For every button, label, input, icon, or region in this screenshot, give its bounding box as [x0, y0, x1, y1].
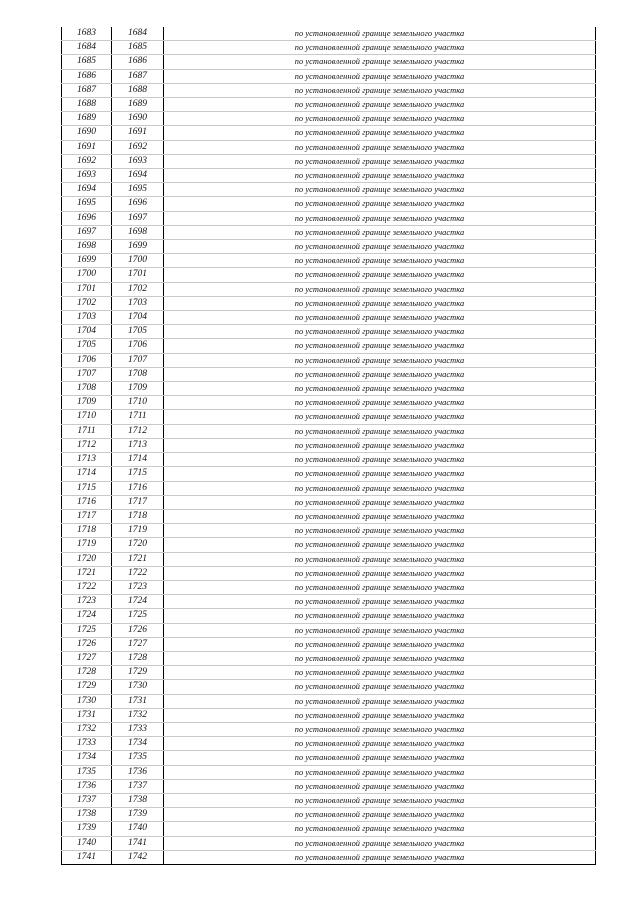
- table-row: [62, 694, 596, 708]
- table-row: [62, 240, 596, 254]
- point-to-cell: 1724: [112, 595, 164, 609]
- table-row: [62, 27, 596, 41]
- point-to-cell: 1707: [112, 353, 164, 367]
- point-to-cell: 1710: [112, 396, 164, 410]
- point-from-cell: 1701: [62, 282, 112, 296]
- point-to-cell: 1731: [112, 694, 164, 708]
- boundary-description-cell: по установленной границе земельного участка: [164, 183, 596, 197]
- boundary-description-cell: по установленной границе земельного участка: [164, 793, 596, 807]
- boundary-description-cell: по установленной границе земельного участка: [164, 296, 596, 310]
- point-from-cell: 1734: [62, 751, 112, 765]
- point-to-cell: 1720: [112, 538, 164, 552]
- point-to-cell: 1696: [112, 197, 164, 211]
- boundary-description-cell: по установленной границе земельного участка: [164, 808, 596, 822]
- boundary-description-cell: по установленной границе земельного участка: [164, 538, 596, 552]
- point-to-cell: 1742: [112, 850, 164, 864]
- boundary-description-cell: по установленной границе земельного участка: [164, 268, 596, 282]
- point-to-cell: 1729: [112, 666, 164, 680]
- point-from-cell: 1722: [62, 580, 112, 594]
- point-from-cell: 1723: [62, 595, 112, 609]
- table-row: [62, 353, 596, 367]
- table-row: [62, 566, 596, 580]
- point-from-cell: 1710: [62, 410, 112, 424]
- boundary-description-cell: по установленной границе земельного участка: [164, 410, 596, 424]
- boundary-description-cell: по установленной границе земельного участка: [164, 850, 596, 864]
- point-from-cell: 1724: [62, 609, 112, 623]
- boundary-description-cell: по установленной границе земельного участка: [164, 367, 596, 381]
- table-row: [62, 254, 596, 268]
- table-row: [62, 609, 596, 623]
- point-from-cell: 1729: [62, 680, 112, 694]
- point-from-cell: 1715: [62, 481, 112, 495]
- table-row: [62, 822, 596, 836]
- point-from-cell: 1709: [62, 396, 112, 410]
- point-to-cell: 1685: [112, 41, 164, 55]
- point-to-cell: 1684: [112, 27, 164, 41]
- table-row: [62, 737, 596, 751]
- boundary-description-cell: по установленной границе земельного участка: [164, 396, 596, 410]
- table-row: [62, 69, 596, 83]
- table-row: [62, 339, 596, 353]
- boundary-description-cell: по установленной границе земельного участка: [164, 609, 596, 623]
- boundary-description-cell: по установленной границе земельного участка: [164, 211, 596, 225]
- table-row: [62, 495, 596, 509]
- point-from-cell: 1696: [62, 211, 112, 225]
- point-to-cell: 1738: [112, 793, 164, 807]
- boundary-description-cell: по установленной границе земельного участка: [164, 55, 596, 69]
- point-to-cell: 1739: [112, 808, 164, 822]
- point-to-cell: 1701: [112, 268, 164, 282]
- table-row: [62, 481, 596, 495]
- table-row: [62, 211, 596, 225]
- table-row: [62, 552, 596, 566]
- point-from-cell: 1689: [62, 112, 112, 126]
- point-to-cell: 1686: [112, 55, 164, 69]
- point-to-cell: 1689: [112, 98, 164, 112]
- point-from-cell: 1705: [62, 339, 112, 353]
- table-row: [62, 98, 596, 112]
- point-to-cell: 1714: [112, 453, 164, 467]
- point-from-cell: 1737: [62, 793, 112, 807]
- table-row: [62, 467, 596, 481]
- point-to-cell: 1722: [112, 566, 164, 580]
- table-row: [62, 325, 596, 339]
- point-to-cell: 1741: [112, 836, 164, 850]
- point-from-cell: 1719: [62, 538, 112, 552]
- table-row: [62, 225, 596, 239]
- boundary-description-cell: по установленной границе земельного участка: [164, 98, 596, 112]
- point-from-cell: 1700: [62, 268, 112, 282]
- boundary-description-cell: по установленной границе земельного участка: [164, 651, 596, 665]
- table-row: [62, 765, 596, 779]
- point-from-cell: 1720: [62, 552, 112, 566]
- table-row: [62, 453, 596, 467]
- point-to-cell: 1709: [112, 382, 164, 396]
- boundary-description-cell: по установленной границе земельного участка: [164, 240, 596, 254]
- point-to-cell: 1697: [112, 211, 164, 225]
- point-from-cell: 1713: [62, 453, 112, 467]
- table-row: [62, 623, 596, 637]
- table-row: [62, 680, 596, 694]
- boundary-description-cell: по установленной границе земельного участка: [164, 566, 596, 580]
- point-to-cell: 1715: [112, 467, 164, 481]
- point-to-cell: 1713: [112, 438, 164, 452]
- table-row: [62, 793, 596, 807]
- point-from-cell: 1718: [62, 524, 112, 538]
- point-to-cell: 1718: [112, 509, 164, 523]
- table-row: [62, 154, 596, 168]
- point-from-cell: 1699: [62, 254, 112, 268]
- point-from-cell: 1693: [62, 169, 112, 183]
- table-row: [62, 197, 596, 211]
- boundary-description-cell: по установленной границе земельного участка: [164, 836, 596, 850]
- point-to-cell: 1726: [112, 623, 164, 637]
- boundary-description-cell: по установленной границе земельного участка: [164, 311, 596, 325]
- table-row: [62, 126, 596, 140]
- point-from-cell: 1690: [62, 126, 112, 140]
- boundary-description-cell: по установленной границе земельного участка: [164, 140, 596, 154]
- table-body: [62, 27, 596, 864]
- point-to-cell: 1690: [112, 112, 164, 126]
- table-row: [62, 524, 596, 538]
- boundary-description-cell: по установленной границе земельного участка: [164, 467, 596, 481]
- point-to-cell: 1687: [112, 69, 164, 83]
- boundary-description-cell: по установленной границе земельного участка: [164, 41, 596, 55]
- point-to-cell: 1717: [112, 495, 164, 509]
- boundary-description-cell: по установленной границе земельного участка: [164, 722, 596, 736]
- table-row: [62, 296, 596, 310]
- point-from-cell: 1686: [62, 69, 112, 83]
- table-row: [62, 509, 596, 523]
- boundary-description-cell: по установленной границе земельного участка: [164, 438, 596, 452]
- point-from-cell: 1739: [62, 822, 112, 836]
- point-from-cell: 1691: [62, 140, 112, 154]
- table-row: [62, 55, 596, 69]
- boundary-description-cell: по установленной границе земельного участка: [164, 524, 596, 538]
- point-from-cell: 1740: [62, 836, 112, 850]
- point-from-cell: 1706: [62, 353, 112, 367]
- point-from-cell: 1717: [62, 509, 112, 523]
- table-row: [62, 396, 596, 410]
- boundary-description-cell: по установленной границе земельного участка: [164, 197, 596, 211]
- point-to-cell: 1723: [112, 580, 164, 594]
- point-from-cell: 1704: [62, 325, 112, 339]
- boundary-description-cell: по установленной границе земельного участка: [164, 737, 596, 751]
- boundary-description-cell: по установленной границе земельного участка: [164, 453, 596, 467]
- boundary-description-cell: по установленной границе земельного участка: [164, 353, 596, 367]
- table-row: [62, 751, 596, 765]
- boundary-description-cell: по установленной границе земельного участка: [164, 382, 596, 396]
- table-row: [62, 410, 596, 424]
- table-row: [62, 311, 596, 325]
- point-to-cell: 1693: [112, 154, 164, 168]
- point-from-cell: 1732: [62, 722, 112, 736]
- boundary-description-cell: по установленной границе земельного участка: [164, 154, 596, 168]
- point-to-cell: 1725: [112, 609, 164, 623]
- point-to-cell: 1703: [112, 296, 164, 310]
- table-row: [62, 666, 596, 680]
- point-to-cell: 1719: [112, 524, 164, 538]
- point-to-cell: 1735: [112, 751, 164, 765]
- point-to-cell: 1711: [112, 410, 164, 424]
- table-row: [62, 708, 596, 722]
- point-to-cell: 1727: [112, 637, 164, 651]
- point-to-cell: 1704: [112, 311, 164, 325]
- boundary-description-cell: по установленной границе земельного участка: [164, 666, 596, 680]
- table-row: [62, 112, 596, 126]
- table-row: [62, 637, 596, 651]
- point-to-cell: 1691: [112, 126, 164, 140]
- table-row: [62, 424, 596, 438]
- point-from-cell: 1735: [62, 765, 112, 779]
- boundary-description-cell: по установленной границе земельного участка: [164, 509, 596, 523]
- table-row: [62, 580, 596, 594]
- point-to-cell: 1706: [112, 339, 164, 353]
- point-from-cell: 1683: [62, 27, 112, 41]
- boundary-description-cell: по установленной границе земельного участка: [164, 595, 596, 609]
- boundary-description-cell: по установленной границе земельного участка: [164, 112, 596, 126]
- table-row: [62, 183, 596, 197]
- point-from-cell: 1736: [62, 779, 112, 793]
- boundary-description-cell: по установленной границе земельного участка: [164, 751, 596, 765]
- boundary-description-cell: по установленной границе земельного участка: [164, 282, 596, 296]
- point-from-cell: 1687: [62, 83, 112, 97]
- point-to-cell: 1736: [112, 765, 164, 779]
- point-to-cell: 1694: [112, 169, 164, 183]
- boundary-description-cell: по установленной границе земельного участка: [164, 424, 596, 438]
- table-row: [62, 140, 596, 154]
- point-from-cell: 1725: [62, 623, 112, 637]
- boundary-description-cell: по установленной границе земельного участка: [164, 623, 596, 637]
- point-to-cell: 1695: [112, 183, 164, 197]
- point-from-cell: 1714: [62, 467, 112, 481]
- boundary-description-cell: по установленной границе земельного участка: [164, 822, 596, 836]
- boundary-description-cell: по установленной границе земельного участка: [164, 126, 596, 140]
- boundary-description-cell: по установленной границе земельного участка: [164, 637, 596, 651]
- point-from-cell: 1730: [62, 694, 112, 708]
- point-from-cell: 1716: [62, 495, 112, 509]
- boundary-description-cell: по установленной границе земельного участка: [164, 765, 596, 779]
- point-from-cell: 1685: [62, 55, 112, 69]
- boundary-description-cell: по установленной границе земельного участка: [164, 708, 596, 722]
- point-from-cell: 1694: [62, 183, 112, 197]
- boundary-description-cell: по установленной границе земельного участка: [164, 481, 596, 495]
- point-from-cell: 1741: [62, 850, 112, 864]
- table-row: [62, 808, 596, 822]
- point-to-cell: 1728: [112, 651, 164, 665]
- point-from-cell: 1731: [62, 708, 112, 722]
- boundary-description-cell: по установленной границе земельного участка: [164, 339, 596, 353]
- table-row: [62, 438, 596, 452]
- point-to-cell: 1698: [112, 225, 164, 239]
- point-to-cell: 1708: [112, 367, 164, 381]
- boundary-points-table: [61, 27, 596, 865]
- boundary-description-cell: по установленной границе земельного участка: [164, 169, 596, 183]
- point-from-cell: 1711: [62, 424, 112, 438]
- point-from-cell: 1698: [62, 240, 112, 254]
- boundary-description-cell: по установленной границе земельного участка: [164, 580, 596, 594]
- boundary-description-cell: по установленной границе земельного участка: [164, 83, 596, 97]
- point-to-cell: 1733: [112, 722, 164, 736]
- point-from-cell: 1727: [62, 651, 112, 665]
- point-to-cell: 1702: [112, 282, 164, 296]
- point-from-cell: 1708: [62, 382, 112, 396]
- table-row: [62, 382, 596, 396]
- table-row: [62, 282, 596, 296]
- point-to-cell: 1734: [112, 737, 164, 751]
- point-to-cell: 1712: [112, 424, 164, 438]
- table-row: [62, 538, 596, 552]
- point-to-cell: 1740: [112, 822, 164, 836]
- boundary-description-cell: по установленной границе земельного участка: [164, 694, 596, 708]
- table-row: [62, 779, 596, 793]
- boundary-description-cell: по установленной границе земельного участка: [164, 680, 596, 694]
- boundary-description-cell: по установленной границе земельного участка: [164, 552, 596, 566]
- point-from-cell: 1733: [62, 737, 112, 751]
- point-from-cell: 1738: [62, 808, 112, 822]
- point-to-cell: 1732: [112, 708, 164, 722]
- point-from-cell: 1707: [62, 367, 112, 381]
- table-row: [62, 722, 596, 736]
- table-row: [62, 41, 596, 55]
- table-row: [62, 169, 596, 183]
- point-from-cell: 1712: [62, 438, 112, 452]
- table-row: [62, 850, 596, 864]
- point-to-cell: 1721: [112, 552, 164, 566]
- table-row: [62, 83, 596, 97]
- boundary-description-cell: по установленной границе земельного участка: [164, 254, 596, 268]
- boundary-description-cell: по установленной границе земельного участка: [164, 495, 596, 509]
- point-from-cell: 1721: [62, 566, 112, 580]
- point-to-cell: 1699: [112, 240, 164, 254]
- table-row: [62, 367, 596, 381]
- point-to-cell: 1730: [112, 680, 164, 694]
- table-row: [62, 268, 596, 282]
- table-row: [62, 651, 596, 665]
- point-to-cell: 1692: [112, 140, 164, 154]
- boundary-description-cell: по установленной границе земельного участка: [164, 27, 596, 41]
- point-from-cell: 1702: [62, 296, 112, 310]
- point-from-cell: 1726: [62, 637, 112, 651]
- point-from-cell: 1692: [62, 154, 112, 168]
- point-from-cell: 1697: [62, 225, 112, 239]
- boundary-description-cell: по установленной границе земельного участка: [164, 225, 596, 239]
- point-to-cell: 1737: [112, 779, 164, 793]
- boundary-description-cell: по установленной границе земельного участка: [164, 779, 596, 793]
- boundary-description-cell: по установленной границе земельного участка: [164, 69, 596, 83]
- point-from-cell: 1695: [62, 197, 112, 211]
- table-row: [62, 595, 596, 609]
- point-from-cell: 1688: [62, 98, 112, 112]
- point-from-cell: 1684: [62, 41, 112, 55]
- point-from-cell: 1728: [62, 666, 112, 680]
- table-row: [62, 836, 596, 850]
- point-to-cell: 1716: [112, 481, 164, 495]
- point-from-cell: 1703: [62, 311, 112, 325]
- point-to-cell: 1700: [112, 254, 164, 268]
- boundary-description-cell: по установленной границе земельного участка: [164, 325, 596, 339]
- point-to-cell: 1688: [112, 83, 164, 97]
- point-to-cell: 1705: [112, 325, 164, 339]
